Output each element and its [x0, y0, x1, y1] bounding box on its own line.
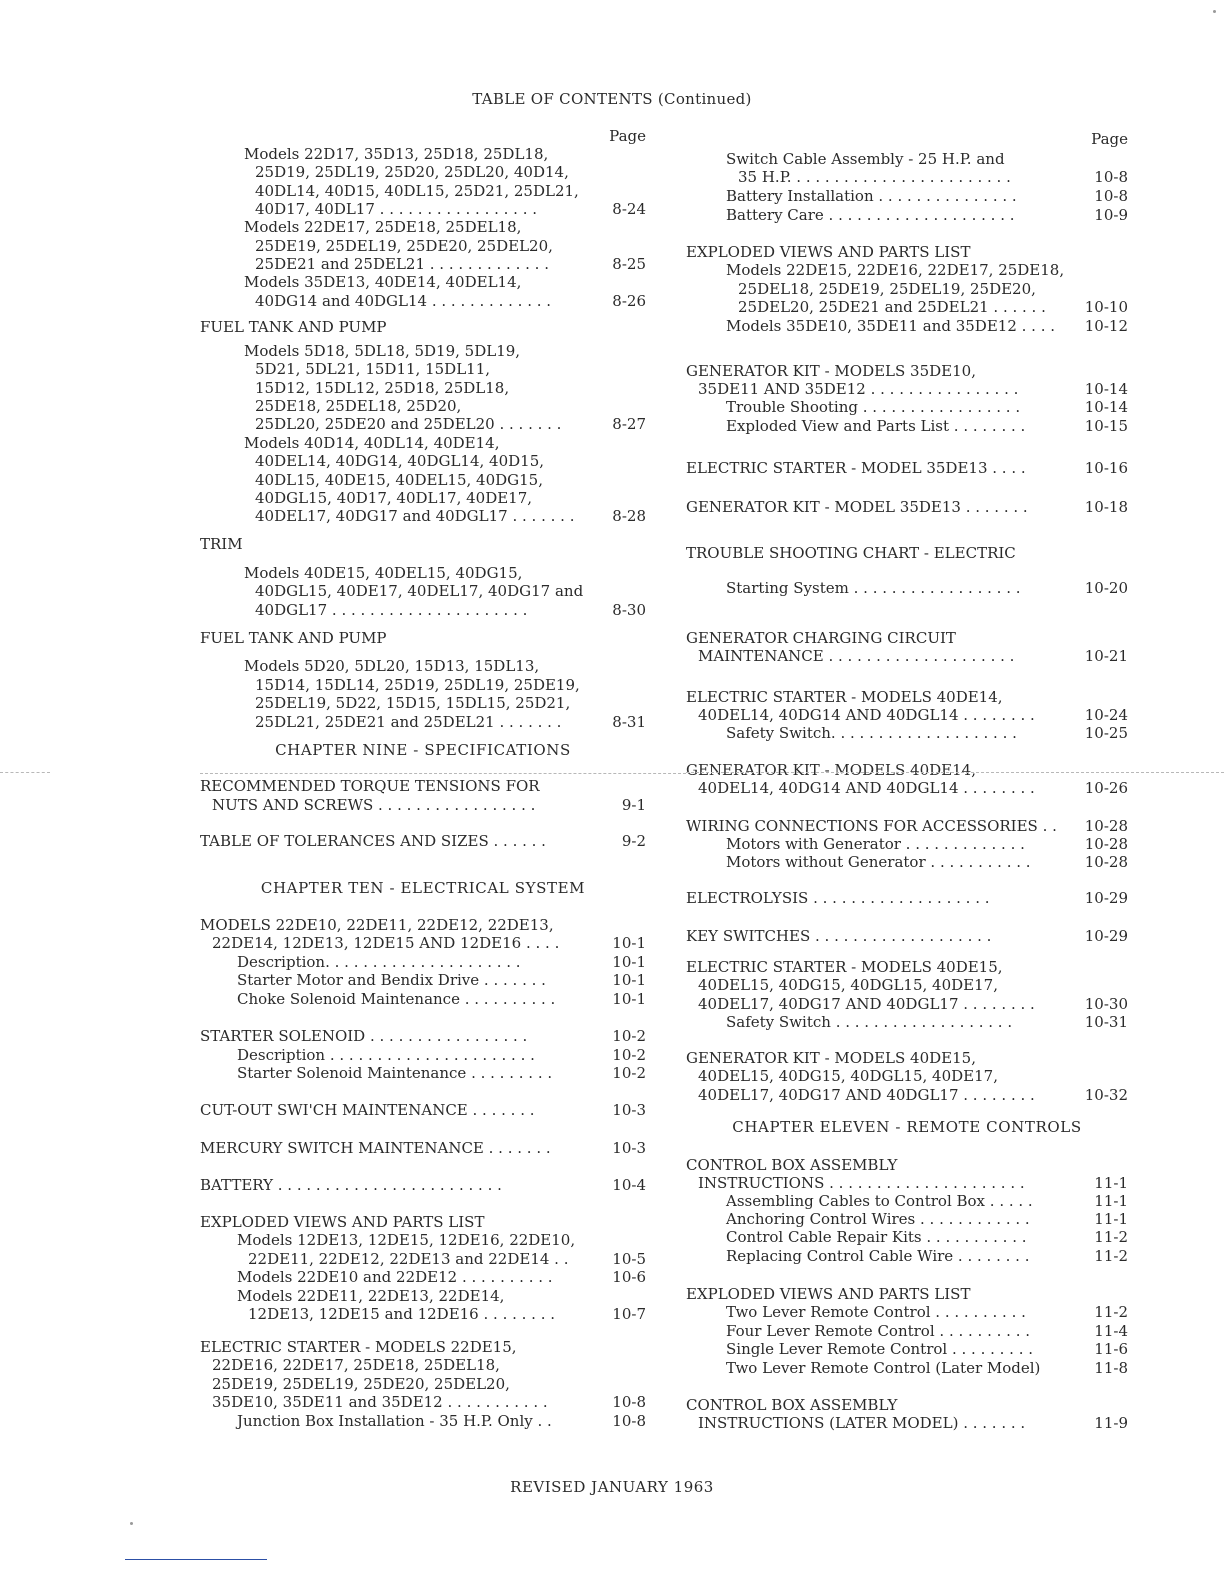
toc-entry [686, 1247, 1128, 1265]
toc-entry [200, 676, 646, 694]
toc-entry-text: Description. . . . . . . . . . . . . . . . . . . . . [237, 953, 521, 971]
toc-page-number: 10-26 [1084, 779, 1128, 797]
toc-entry [200, 489, 646, 507]
toc-entry [200, 1176, 646, 1194]
scan-speck [130, 1522, 133, 1525]
toc-entry [686, 706, 1128, 724]
toc-entry-text: Junction Box Installation - 35 H.P. Only . . [237, 1412, 552, 1430]
toc-entry-text: GENERATOR KIT - MODELS 40DE15, [686, 1049, 976, 1067]
toc-page-number: 10-1 [612, 953, 646, 971]
toc-entry [686, 1086, 1128, 1104]
toc-entry-text: INSTRUCTIONS . . . . . . . . . . . . . . . . . . . . . [698, 1174, 1025, 1192]
toc-entry [686, 317, 1128, 335]
toc-entry [200, 452, 646, 470]
toc-entry-text: 22DE16, 22DE17, 25DE18, 25DEL18, [212, 1356, 500, 1374]
toc-page-number: 8-24 [612, 200, 646, 218]
toc-page-number: 10-14 [1084, 380, 1128, 398]
toc-entry [686, 761, 1128, 779]
toc-entry [686, 168, 1128, 186]
toc-page-number: 10-8 [1094, 168, 1128, 186]
toc-page-number: 8-27 [612, 415, 646, 433]
toc-page-number: 10-4 [612, 1176, 646, 1194]
toc-entry [200, 582, 646, 600]
toc-entry [686, 150, 1128, 168]
toc-entry-text: Anchoring Control Wires . . . . . . . . . . . . [726, 1210, 1030, 1228]
toc-page-number: 10-8 [612, 1412, 646, 1430]
toc-entry [200, 629, 646, 647]
toc-entry [686, 1067, 1128, 1085]
toc-entry-text: 40DL14, 40D15, 40DL15, 25D21, 25DL21, [255, 182, 579, 200]
toc-entry [200, 200, 646, 218]
toc-page-number: 10-7 [612, 1305, 646, 1323]
toc-page-number: 10-2 [612, 1027, 646, 1045]
toc-entry [686, 976, 1128, 994]
toc-entry-text: 40DEL17, 40DG17 AND 40DGL17 . . . . . . . . [698, 995, 1035, 1013]
toc-entry [200, 507, 646, 525]
toc-entry [686, 629, 1128, 647]
toc-entry-text: Safety Switch. . . . . . . . . . . . . . . . . . . . [726, 724, 1017, 742]
toc-page-number: 11-9 [1094, 1414, 1128, 1432]
toc-entry [686, 647, 1128, 665]
toc-entry-text: 40DEL15, 40DG15, 40DGL15, 40DE17, [698, 1067, 998, 1085]
toc-title: TABLE OF CONTENTS (Continued) [472, 90, 752, 108]
chapter-heading: CHAPTER TEN - ELECTRICAL SYSTEM [260, 879, 586, 897]
toc-page-number: 10-20 [1084, 579, 1128, 597]
toc-entry-text: GENERATOR KIT - MODELS 40DE14, [686, 761, 976, 779]
toc-entry [200, 1268, 646, 1286]
scan-speck [1213, 10, 1216, 13]
scan-artifact-line [0, 772, 50, 773]
toc-entry [200, 694, 646, 712]
toc-entry-text: 22DE14, 12DE13, 12DE15 AND 12DE16 . . . . [212, 934, 560, 952]
toc-entry-text: MERCURY SWITCH MAINTENANCE . . . . . . . [200, 1139, 551, 1157]
toc-entry-text: Models 40DE15, 40DEL15, 40DG15, [244, 564, 523, 582]
toc-entry [200, 163, 646, 181]
toc-page-number: 10-29 [1084, 889, 1128, 907]
toc-page-number: 10-29 [1084, 927, 1128, 945]
toc-page-number: 10-24 [1084, 706, 1128, 724]
toc-page-number: 10-10 [1084, 298, 1128, 316]
toc-entry [686, 362, 1128, 380]
toc-entry [686, 380, 1128, 398]
toc-entry [686, 995, 1128, 1013]
toc-entry-text: Models 5D18, 5DL18, 5D19, 5DL19, [244, 342, 521, 360]
toc-entry-text: 40DEL17, 40DG17 AND 40DGL17 . . . . . . . . [698, 1086, 1035, 1104]
toc-entry-text: RECOMMENDED TORQUE TENSIONS FOR [200, 777, 540, 795]
toc-entry [200, 934, 646, 952]
toc-entry-text: GENERATOR CHARGING CIRCUIT [686, 629, 956, 647]
toc-page-number: 8-25 [612, 255, 646, 273]
toc-entry-text: 40DGL15, 40DE17, 40DEL17, 40DG17 and [255, 582, 584, 600]
toc-entry [686, 459, 1128, 477]
scan-artifact-line [125, 1559, 267, 1560]
toc-entry-text: Assembling Cables to Control Box . . . . . [726, 1192, 1033, 1210]
toc-entry [686, 817, 1128, 835]
toc-page-number: 10-14 [1084, 398, 1128, 416]
toc-entry-text: ELECTRIC STARTER - MODELS 40DE14, [686, 688, 1003, 706]
toc-entry-text: 40DEL14, 40DG14 AND 40DGL14 . . . . . . . . [698, 706, 1035, 724]
toc-entry [686, 544, 1128, 562]
toc-entry [200, 713, 646, 731]
toc-page-number: 10-2 [612, 1064, 646, 1082]
toc-entry-text: 40DEL15, 40DG15, 40DGL15, 40DE17, [698, 976, 998, 994]
toc-entry-text: TROUBLE SHOOTING CHART - ELECTRIC [686, 544, 1016, 562]
toc-entry [200, 1213, 646, 1231]
toc-entry [686, 853, 1128, 871]
toc-entry [200, 796, 646, 814]
toc-entry [686, 261, 1128, 279]
toc-entry [200, 916, 646, 934]
toc-entry-text: GENERATOR KIT - MODEL 35DE13 . . . . . . . [686, 498, 1028, 516]
toc-entry [200, 1356, 646, 1374]
toc-entry-text: 40DGL15, 40D17, 40DL17, 40DE17, [255, 489, 533, 507]
toc-entry [686, 498, 1128, 516]
toc-entry-text: CUT-OUT SWI'CH MAINTENANCE . . . . . . . [200, 1101, 535, 1119]
toc-page-number: 8-28 [612, 507, 646, 525]
toc-entry-text: ELECTROLYSIS . . . . . . . . . . . . . . . . . . . [686, 889, 990, 907]
toc-page-number: 11-2 [1094, 1303, 1128, 1321]
toc-entry [686, 889, 1128, 907]
toc-entry [200, 1412, 646, 1430]
toc-entry [200, 535, 646, 553]
toc-page-number: 10-2 [612, 1046, 646, 1064]
toc-entry [200, 318, 646, 336]
page-column-heading: Page [609, 127, 646, 145]
toc-entry-text: Models 12DE13, 12DE15, 12DE16, 22DE10, [237, 1231, 576, 1249]
toc-entry [686, 688, 1128, 706]
page-column-heading: Page [1091, 130, 1128, 148]
toc-entry [200, 1027, 646, 1045]
toc-entry-text: Models 22D17, 35D13, 25D18, 25DL18, [244, 145, 549, 163]
toc-entry-text: Replacing Control Cable Wire . . . . . . . . [726, 1247, 1030, 1265]
toc-page-number: 10-28 [1084, 853, 1128, 871]
toc-entry-text: 40DG14 and 40DGL14 . . . . . . . . . . . . . [255, 292, 552, 310]
toc-entry [200, 415, 646, 433]
toc-page-number: 10-18 [1084, 498, 1128, 516]
toc-entry-text: 25DE19, 25DEL19, 25DE20, 25DEL20, [255, 237, 553, 255]
toc-entry [200, 1064, 646, 1082]
toc-entry-text: 35DE10, 35DE11 and 35DE12 . . . . . . . . . . . [212, 1393, 548, 1411]
toc-page-number: 11-8 [1094, 1359, 1128, 1377]
toc-entry-text: EXPLODED VIEWS AND PARTS LIST [200, 1213, 485, 1231]
toc-entry-text: EXPLODED VIEWS AND PARTS LIST [686, 1285, 971, 1303]
toc-entry-text: Motors without Generator . . . . . . . . . . . [726, 853, 1031, 871]
toc-page-number: 10-28 [1084, 835, 1128, 853]
toc-entry [200, 1375, 646, 1393]
toc-entry [686, 927, 1128, 945]
toc-entry [200, 1287, 646, 1305]
toc-entry [200, 273, 646, 291]
toc-page-number: 8-30 [612, 601, 646, 619]
toc-page-number: 11-2 [1094, 1247, 1128, 1265]
toc-entry-text: Description . . . . . . . . . . . . . . . . . . . . . . [237, 1046, 535, 1064]
toc-entry [686, 398, 1128, 416]
toc-entry [200, 182, 646, 200]
chapter-heading: CHAPTER NINE - SPECIFICATIONS [275, 741, 571, 759]
toc-entry-text: 40DEL17, 40DG17 and 40DGL17 . . . . . . . [255, 507, 575, 525]
toc-entry [200, 237, 646, 255]
toc-entry [686, 1049, 1128, 1067]
toc-entry-text: Starting System . . . . . . . . . . . . . . . . . . [726, 579, 1021, 597]
toc-page-number: 10-28 [1084, 817, 1128, 835]
toc-entry-text: Models 22DE17, 25DE18, 25DEL18, [244, 218, 522, 236]
toc-entry-text: Switch Cable Assembly - 25 H.P. and [726, 150, 1005, 168]
toc-entry-text: 5D21, 5DL21, 15D11, 15DL11, [255, 360, 491, 378]
toc-entry [200, 1305, 646, 1323]
toc-entry [686, 835, 1128, 853]
toc-page-number: 10-1 [612, 934, 646, 952]
toc-page-number: 10-21 [1084, 647, 1128, 665]
toc-entry-text: Exploded View and Parts List . . . . . . . . [726, 417, 1026, 435]
toc-page-number: 10-1 [612, 990, 646, 1008]
toc-entry [200, 1101, 646, 1119]
toc-page-number: 11-1 [1094, 1192, 1128, 1210]
toc-entry-text: Choke Solenoid Maintenance . . . . . . . . . . [237, 990, 556, 1008]
toc-entry [200, 255, 646, 273]
toc-entry-text: WIRING CONNECTIONS FOR ACCESSORIES . . [686, 817, 1057, 835]
toc-entry-text: CONTROL BOX ASSEMBLY [686, 1396, 898, 1414]
toc-entry-text: 25DL21, 25DE21 and 25DEL21 . . . . . . . [255, 713, 562, 731]
toc-entry [200, 564, 646, 582]
toc-page-number: 10-5 [612, 1250, 646, 1268]
toc-entry-text: KEY SWITCHES . . . . . . . . . . . . . . . . . . . [686, 927, 992, 945]
toc-page-number: 10-32 [1084, 1086, 1128, 1104]
toc-entry-text: 25DE19, 25DEL19, 25DE20, 25DEL20, [212, 1375, 510, 1393]
toc-page-number: 10-25 [1084, 724, 1128, 742]
toc-page-number: 10-8 [612, 1393, 646, 1411]
toc-entry [686, 1396, 1128, 1414]
toc-entry-text: Trouble Shooting . . . . . . . . . . . . . . . . . [726, 398, 1021, 416]
toc-page-number: 11-6 [1094, 1340, 1128, 1358]
toc-entry-text: 40DL15, 40DE15, 40DEL15, 40DG15, [255, 471, 543, 489]
toc-entry-text: 25DEL18, 25DE19, 25DEL19, 25DE20, [738, 280, 1036, 298]
toc-entry-text: ELECTRIC STARTER - MODELS 40DE15, [686, 958, 1003, 976]
scan-artifact-line [200, 773, 686, 774]
toc-entry-text: Safety Switch . . . . . . . . . . . . . . . . . . . [726, 1013, 1013, 1031]
toc-entry [200, 1231, 646, 1249]
toc-entry [686, 206, 1128, 224]
toc-page-number: 9-2 [621, 832, 646, 850]
toc-entry-text: Starter Motor and Bendix Drive . . . . . . . [237, 971, 546, 989]
toc-entry [686, 579, 1128, 597]
toc-page-number: 10-9 [1094, 206, 1128, 224]
toc-entry-text: 25DE18, 25DEL18, 25D20, [255, 397, 462, 415]
toc-page-number: 10-6 [612, 1268, 646, 1286]
toc-entry-text: GENERATOR KIT - MODELS 35DE10, [686, 362, 976, 380]
toc-entry-text: Four Lever Remote Control . . . . . . . . . . [726, 1322, 1030, 1340]
toc-entry-text: 15D14, 15DL14, 25D19, 25DL19, 25DE19, [255, 676, 580, 694]
toc-entry [686, 187, 1128, 205]
toc-entry [200, 360, 646, 378]
toc-entry-text: ELECTRIC STARTER - MODEL 35DE13 . . . . [686, 459, 1026, 477]
toc-entry-text: Models 22DE11, 22DE13, 22DE14, [237, 1287, 505, 1305]
toc-page-number: 11-1 [1094, 1174, 1128, 1192]
toc-page-number: 10-30 [1084, 995, 1128, 1013]
toc-entry-text: Motors with Generator . . . . . . . . . . . . . [726, 835, 1025, 853]
toc-page-number: 10-3 [612, 1101, 646, 1119]
toc-entry-text: Models 35DE13, 40DE14, 40DEL14, [244, 273, 522, 291]
toc-entry [200, 379, 646, 397]
toc-entry [200, 434, 646, 452]
toc-entry-text: Battery Installation . . . . . . . . . . . . . . . [726, 187, 1017, 205]
toc-entry-text: 25DEL19, 5D22, 15D15, 15DL15, 25D21, [255, 694, 571, 712]
toc-entry-text: 35DE11 AND 35DE12 . . . . . . . . . . . . . . . . [698, 380, 1019, 398]
toc-entry-text: NUTS AND SCREWS . . . . . . . . . . . . . . . . . [212, 796, 536, 814]
toc-entry [686, 1174, 1128, 1192]
toc-page-number: 10-1 [612, 971, 646, 989]
toc-entry [200, 601, 646, 619]
toc-entry [200, 1338, 646, 1356]
toc-entry [200, 777, 646, 795]
toc-entry [686, 1228, 1128, 1246]
toc-entry [200, 990, 646, 1008]
toc-page-number: 10-15 [1084, 417, 1128, 435]
toc-entry-text: TRIM [200, 535, 243, 553]
toc-entry [686, 1414, 1128, 1432]
chapter-heading: CHAPTER ELEVEN - REMOTE CONTROLS [732, 1118, 1082, 1136]
toc-page-number: 8-26 [612, 292, 646, 310]
toc-entry-text: 25DL20, 25DE20 and 25DEL20 . . . . . . . [255, 415, 562, 433]
toc-entry [686, 1210, 1128, 1228]
toc-entry [200, 1250, 646, 1268]
toc-entry-text: Models 35DE10, 35DE11 and 35DE12 . . . . [726, 317, 1056, 335]
toc-page-number: 11-4 [1094, 1322, 1128, 1340]
toc-page-number: 10-31 [1084, 1013, 1128, 1031]
toc-page-number: 9-1 [621, 796, 646, 814]
toc-entry-text: Models 40D14, 40DL14, 40DE14, [244, 434, 500, 452]
toc-entry-text: 40DEL14, 40DG14, 40DGL14, 40D15, [255, 452, 545, 470]
toc-entry [200, 397, 646, 415]
toc-entry [686, 1322, 1128, 1340]
toc-entry [686, 1340, 1128, 1358]
toc-entry [686, 779, 1128, 797]
toc-entry-text: 40DGL17 . . . . . . . . . . . . . . . . . . . . . [255, 601, 528, 619]
toc-entry-text: Battery Care . . . . . . . . . . . . . . . . . . . . [726, 206, 1015, 224]
toc-entry [686, 298, 1128, 316]
toc-entry [686, 280, 1128, 298]
toc-entry-text: 25D19, 25DL19, 25D20, 25DL20, 40D14, [255, 163, 569, 181]
toc-entry-text: CONTROL BOX ASSEMBLY [686, 1156, 898, 1174]
toc-entry [686, 1359, 1128, 1377]
toc-entry-text: Models 22DE15, 22DE16, 22DE17, 25DE18, [726, 261, 1065, 279]
toc-entry-text: 12DE13, 12DE15 and 12DE16 . . . . . . . . [248, 1305, 556, 1323]
toc-entry [686, 958, 1128, 976]
toc-entry-text: Control Cable Repair Kits . . . . . . . . . . . [726, 1228, 1027, 1246]
toc-page-number: 10-8 [1094, 187, 1128, 205]
toc-entry [200, 953, 646, 971]
toc-entry [200, 971, 646, 989]
toc-entry [200, 471, 646, 489]
toc-entry-text: 40D17, 40DL17 . . . . . . . . . . . . . . . . . [255, 200, 538, 218]
toc-entry-text: FUEL TANK AND PUMP [200, 629, 387, 647]
toc-entry [686, 1156, 1128, 1174]
toc-entry [200, 832, 646, 850]
toc-entry-text: INSTRUCTIONS (LATER MODEL) . . . . . . . [698, 1414, 1026, 1432]
toc-entry-text: Two Lever Remote Control . . . . . . . . . . [726, 1303, 1026, 1321]
toc-entry-text: Two Lever Remote Control (Later Model) [726, 1359, 1041, 1377]
toc-entry-text: Models 22DE10 and 22DE12 . . . . . . . . . . [237, 1268, 553, 1286]
toc-entry [686, 1303, 1128, 1321]
toc-entry [200, 145, 646, 163]
toc-page-number: 10-12 [1084, 317, 1128, 335]
toc-entry-text: 22DE11, 22DE12, 22DE13 and 22DE14 . . [248, 1250, 569, 1268]
toc-entry [686, 243, 1128, 261]
toc-entry-text: 25DEL20, 25DE21 and 25DEL21 . . . . . . [738, 298, 1046, 316]
toc-entry [200, 218, 646, 236]
toc-entry-text: EXPLODED VIEWS AND PARTS LIST [686, 243, 971, 261]
toc-page-number: 10-16 [1084, 459, 1128, 477]
toc-entry-text: 40DEL14, 40DG14 AND 40DGL14 . . . . . . . . [698, 779, 1035, 797]
toc-entry [200, 342, 646, 360]
toc-entry-text: Models 5D20, 5DL20, 15D13, 15DL13, [244, 657, 540, 675]
toc-entry-text: ELECTRIC STARTER - MODELS 22DE15, [200, 1338, 517, 1356]
toc-entry [686, 1013, 1128, 1031]
toc-entry-text: 15D12, 15DL12, 25D18, 25DL18, [255, 379, 510, 397]
scan-artifact-line [686, 772, 1224, 773]
toc-entry-text: TABLE OF TOLERANCES AND SIZES . . . . . . [200, 832, 546, 850]
toc-entry [200, 1139, 646, 1157]
toc-entry [200, 292, 646, 310]
toc-entry [686, 724, 1128, 742]
toc-entry-text: Starter Solenoid Maintenance . . . . . . . . . [237, 1064, 553, 1082]
toc-entry-text: Single Lever Remote Control . . . . . . . . . [726, 1340, 1034, 1358]
toc-page-number: 11-2 [1094, 1228, 1128, 1246]
revision-footer: REVISED JANUARY 1963 [510, 1478, 714, 1496]
toc-entry-text: 25DE21 and 25DEL21 . . . . . . . . . . . . . [255, 255, 549, 273]
toc-entry [200, 1046, 646, 1064]
toc-page-number: 11-1 [1094, 1210, 1128, 1228]
toc-entry-text: MAINTENANCE . . . . . . . . . . . . . . . . . . . . [698, 647, 1015, 665]
toc-entry [686, 417, 1128, 435]
toc-page-number: 8-31 [612, 713, 646, 731]
toc-entry [200, 657, 646, 675]
toc-entry-text: STARTER SOLENOID . . . . . . . . . . . . . . . . . [200, 1027, 528, 1045]
toc-entry [200, 1393, 646, 1411]
toc-entry [686, 1285, 1128, 1303]
toc-entry-text: BATTERY . . . . . . . . . . . . . . . . . . . . . . . . [200, 1176, 502, 1194]
toc-entry [686, 1192, 1128, 1210]
toc-entry-text: MODELS 22DE10, 22DE11, 22DE12, 22DE13, [200, 916, 554, 934]
toc-page-number: 10-3 [612, 1139, 646, 1157]
toc-entry-text: 35 H.P. . . . . . . . . . . . . . . . . . . . . . . . [738, 168, 1011, 186]
toc-entry-text: FUEL TANK AND PUMP [200, 318, 387, 336]
